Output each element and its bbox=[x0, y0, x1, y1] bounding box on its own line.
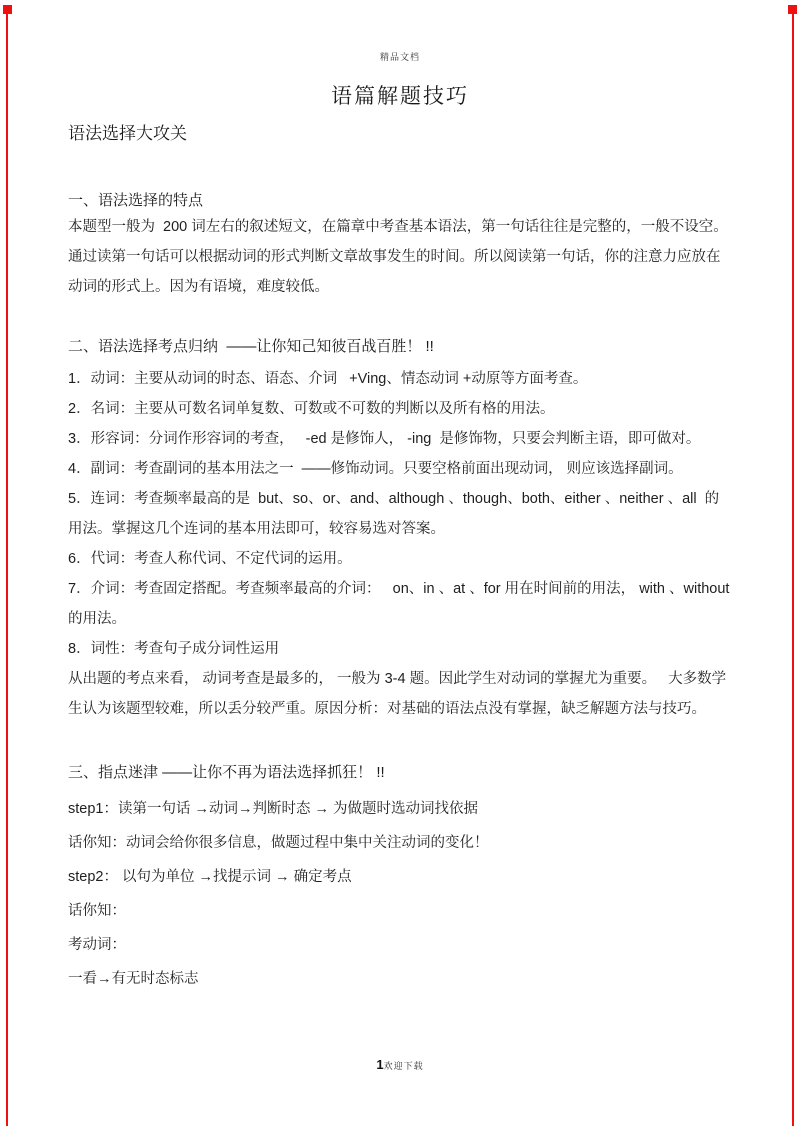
list-item: 6．代词：考查人称代词、不定代词的运用。 bbox=[68, 551, 352, 567]
list-item: 7．介词：考查固定搭配。考查频率最高的介词： on、in 、at 、for 用在时间前的用法， with 、without 的用法。 bbox=[68, 581, 738, 627]
page-corner-mark-top-left bbox=[3, 5, 12, 14]
list-item: 1．动词：主要从动词的时态、语态、介词 +Ving、情态动词 +动原等方面考查。 bbox=[68, 371, 588, 387]
page-corner-mark-top-right bbox=[788, 5, 797, 14]
section-2-item-list bbox=[68, 364, 738, 664]
page-footer bbox=[0, 1056, 800, 1074]
header-note: 精品文档 bbox=[379, 52, 420, 62]
step-line: 话你知：动词会给你很多信息，做题过程中集中关注动词的变化！ bbox=[68, 835, 489, 851]
page-edge-line-right bbox=[792, 14, 794, 1126]
section-2-heading: 二、语法选择考点归纳 ——让你知己知彼百战百胜！ !! bbox=[68, 338, 434, 355]
footer-text: 欢迎下载 bbox=[383, 1061, 424, 1071]
list-item: 5．连词：考查频率最高的是 but、so、or、and、although 、though、both、either 、neither 、all 的用法。掌握这几个连词的基本用法即可，较容易选对答案。 bbox=[68, 491, 720, 537]
step-line: 话你知： bbox=[68, 903, 126, 919]
step-line: 考动词： bbox=[68, 937, 126, 953]
list-item: 8．词性：考查句子成分词性运用 bbox=[68, 641, 280, 657]
section-3-steps bbox=[68, 792, 732, 996]
page-edge-line-left bbox=[6, 14, 8, 1126]
page-number: 1 bbox=[376, 1057, 384, 1072]
page-title: 语篇解题技巧 bbox=[331, 85, 469, 108]
step-line: step2： 以句为单位 →找提示词 → 确定考点 bbox=[68, 869, 352, 885]
step-line: step1：读第一句话 →动词→判断时态 → 为做题时选动词找依据 bbox=[68, 801, 479, 817]
section-1 bbox=[68, 190, 732, 302]
list-item: 3．形容词：分词作形容词的考查， -ed 是修饰人， -ing 是修饰物，只要会判断主语，即可做对。 bbox=[68, 431, 701, 447]
section-1-heading: 一、语法选择的特点 bbox=[68, 192, 204, 209]
list-item: 2．名词：主要从可数名词单复数、可数或不可数的判断以及所有格的用法。 bbox=[68, 401, 555, 417]
section-2-paragraph: 从出题的考点来看， 动词考查是最多的， 一般为 3-4 题。因此学生对动词的掌握尤为重要。 大多数学生认为该题型较难，所以丢分较严重。原因分析：对基础的语法点没有掌握，缺乏解题方法与技巧。 bbox=[68, 671, 727, 717]
document-body bbox=[68, 82, 738, 996]
section-2 bbox=[68, 336, 738, 724]
section-1-paragraph: 本题型一般为 200 词左右的叙述短文，在篇章中考查基本语法，第一句话往往是完整的，一般不设空。通过读第一句话可以根据动词的形式判断文章故事发生的时间。所以阅读第一句话，你的注意力应放在动词的形式上。因为有语境，难度较低。 bbox=[68, 219, 728, 295]
step-line: 一看→有无时态标志 bbox=[68, 971, 199, 987]
doc-subtitle: 语法选择大攻关 bbox=[68, 124, 187, 143]
section-3 bbox=[68, 762, 732, 996]
section-3-heading: 三、指点迷津 ——让你不再为语法选择抓狂！ !! bbox=[68, 764, 385, 781]
list-item: 4．副词：考查副词的基本用法之一 ——修饰动词。只要空格前面出现动词， 则应该选择副词。 bbox=[68, 461, 683, 477]
